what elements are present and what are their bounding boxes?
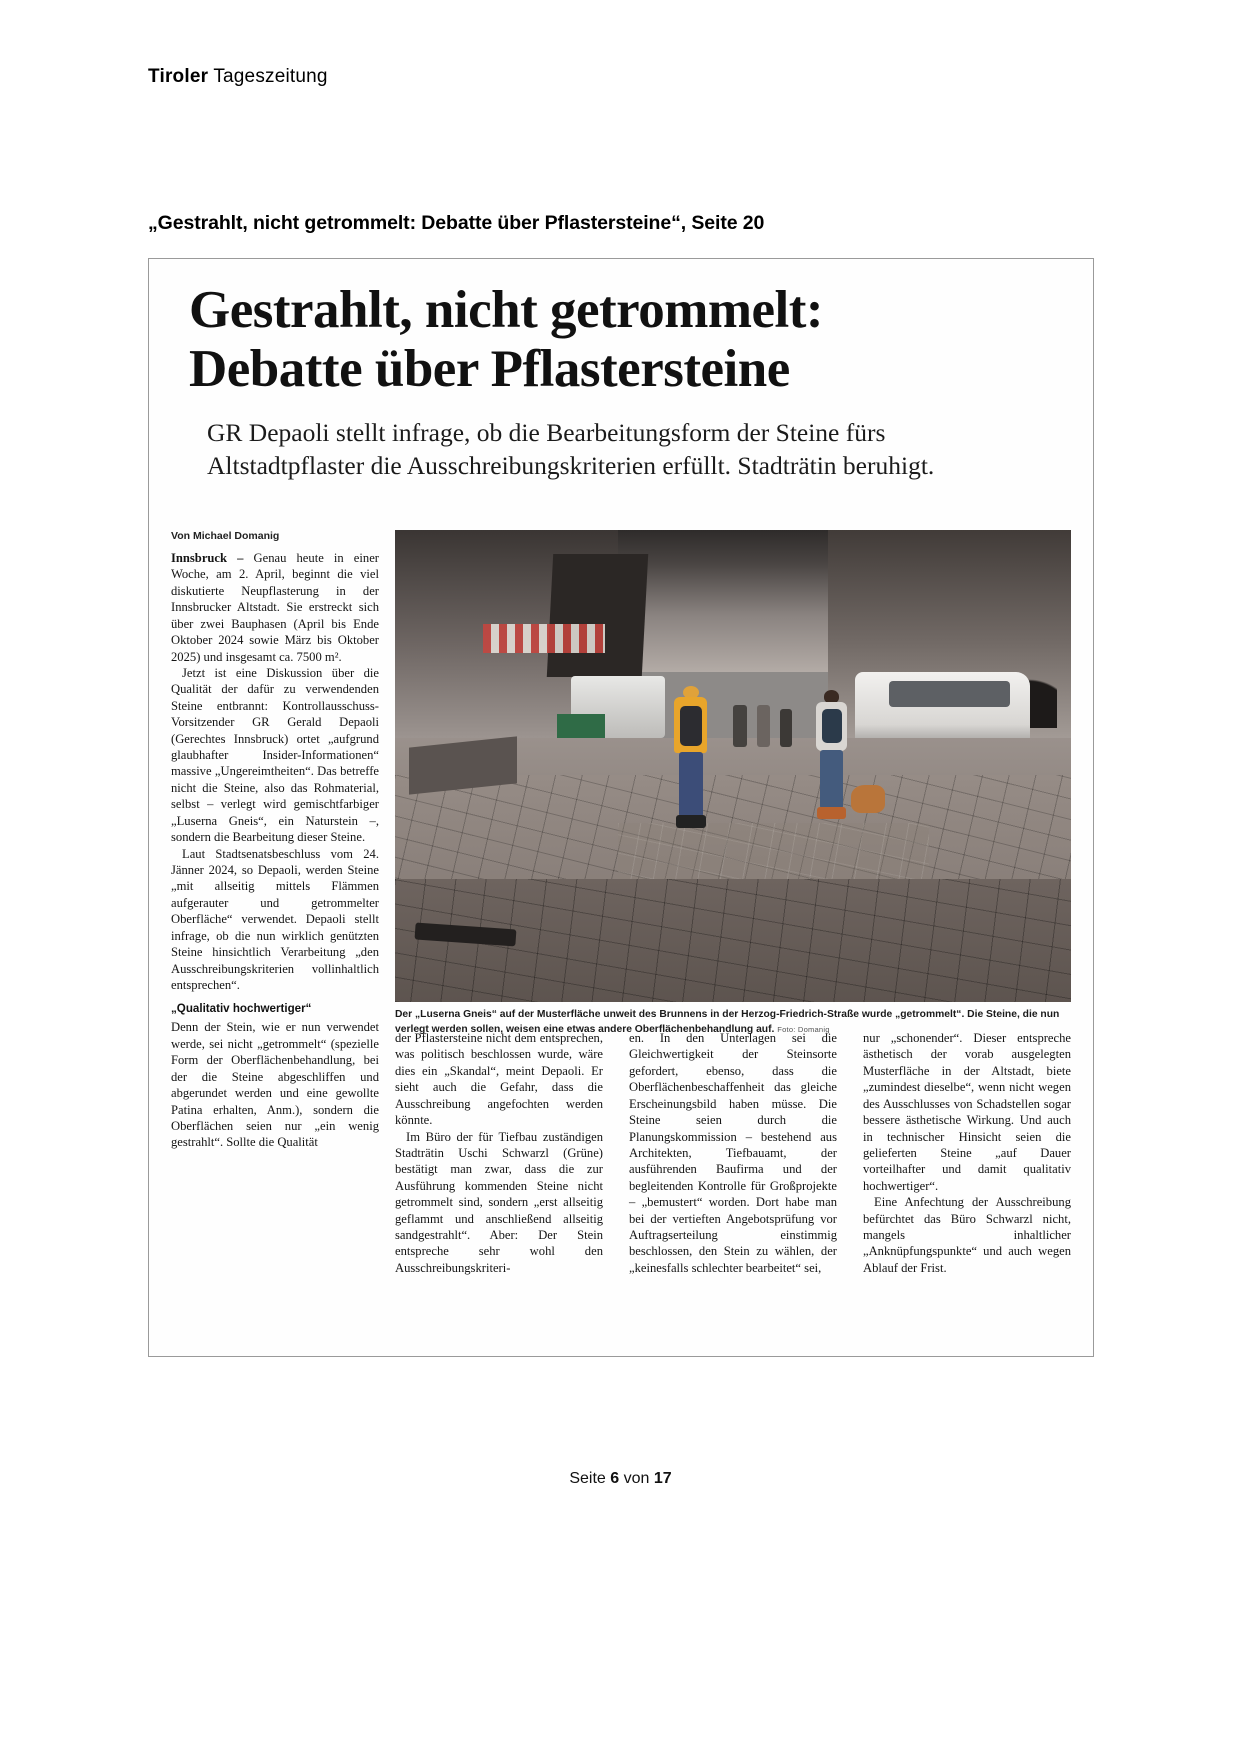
article-headline	[189, 281, 1071, 400]
photo-credit: Foto: Domanig	[777, 1024, 830, 1034]
paragraph-text: Genau heute in einer Woche, am 2. April, beginnt die viel diskutierte Neupflasterung in der Innsbrucker Altstadt. Sie erstreckt sich über zwei Bauphasen (April bis Ende Oktober 2024 sowie März bis Oktober 2025) und insgesamt ca. 7500 m².	[171, 551, 379, 664]
paragraph: nur „schonender“. Dieser entspreche ästhetisch der vorab ausgelegten Musterfläche in der Altstadt, biete „zumindest dieselbe“, wenn nicht wegen des Ausschlusses von Schadstellen sogar bessere ästhetische Wirkung. Und auch in technischer Hinsicht seien die gelieferten Steine „auf Dauer vorteilhafter und damit qualitativ hochwertiger“.	[863, 1031, 1071, 1193]
footer-total-pages: 17	[653, 1470, 672, 1487]
street-scene-image	[395, 530, 1071, 1002]
person-legs	[820, 750, 842, 809]
column-two	[395, 1030, 603, 1330]
person-shoes	[817, 807, 847, 819]
article-subhead: „Qualitativ hochwertiger“	[171, 1002, 312, 1016]
newspaper-clipping	[148, 258, 1094, 1357]
document-header	[148, 66, 328, 88]
brand-name-light: Tageszeitung	[213, 66, 328, 87]
pedestrian-yellow-jacket	[672, 686, 709, 832]
brand-name-bold: Tiroler	[148, 66, 209, 87]
umbrella	[547, 554, 648, 677]
paragraph: Im Büro der für Tiefbau zuständigen Stadträtin Uschi Schwarzl (Grüne) bestätigt man zwar, dass die zur Ausführung kommenden Steine nicht getrommelt sind, sondern „erst allseitig geflammt und anschließend allseitig sandgestrahlt“. Aber: Der Stein entspreche sehr wohl den Ausschreibungskriteri-	[395, 1129, 603, 1275]
paragraph: Denn der Stein, wie er nun verwendet werde, sei nicht „getrommelt“ (spezielle Form der Oberflächenbehandlung, bei der die Steine abgeschliffen und abgerundet werden und eine gewollte Patina erhalten, Anm.), sondern die Oberflächen seien nur „ein wenig gestrahlt“. Sollte die Qualität	[171, 1020, 379, 1150]
page-footer	[0, 1470, 1241, 1488]
dog	[851, 785, 885, 813]
column-one	[171, 530, 379, 1151]
person-shoes	[676, 815, 706, 828]
footer-current-page: 6	[610, 1470, 620, 1487]
paragraph	[171, 550, 379, 665]
lead-location: Innsbruck –	[171, 551, 254, 565]
paragraph: der Pflastersteine nicht dem entsprechen, was politisch beschlossen wurde, wäre dies ein „Skandal“, meint Depaoli. Er sieht auch die Gefahr, dass die Ausschreibung angefochten werden könnte.	[395, 1031, 603, 1128]
article-photo	[395, 530, 1071, 1002]
article-body-bottom	[395, 1030, 1071, 1330]
pedestrian-background	[757, 705, 771, 747]
column-three	[629, 1030, 837, 1330]
awning	[483, 624, 605, 652]
paragraph: Laut Stadtsenatsbeschluss vom 24. Jänner 2024, so Depaoli, werden Steine „mit allseitig mittels Flämmen aufgerauter und getrommelter Oberfläche“ verwendet. Depaoli stellt infrage, ob die nun wirklich genützten Steine hinsichtlich Verarbeitung „den Ausschreibungskriterien vollinhaltlich entsprechen“.	[171, 846, 379, 992]
person-backpack	[822, 709, 842, 743]
person-legs	[679, 752, 703, 818]
column-four	[863, 1030, 1071, 1330]
article-subheadline: GR Depaoli stellt infrage, ob die Bearbeitungsform der Steine fürs Altstadtpflaster die Ausschreibungskriterien erfüllt. Stadträtin beruhigt.	[207, 417, 935, 481]
page-title: „Gestrahlt, nicht getrommelt: Debatte über Pflastersteine“, Seite 20	[148, 212, 765, 234]
footer-middle: von	[619, 1470, 654, 1487]
article-byline: Von Michael Domanig	[171, 530, 280, 542]
paragraph: Eine Anfechtung der Ausschreibung befürchtet das Büro Schwarzl nicht, mangels inhaltlicher „Anknüpfungspunkte“ und auch wegen Ablauf der Frist.	[863, 1195, 1071, 1275]
article-headline-line-2: Debatte über Pflastersteine	[189, 340, 790, 399]
pedestrian-with-dog	[814, 690, 849, 822]
pedestrian-background	[780, 709, 792, 747]
person-backpack	[680, 706, 702, 746]
van-window	[889, 681, 1011, 707]
paragraph: Jetzt ist eine Diskussion über die Qualität der dafür zu verwendenden Steine entbrannt: Kontrollausschuss-Vorsitzender GR Gerald Depaoli (Gerechtes Innsbruck) ortet „aufgrund glaubhafter Insider-Informationen“ massive „Ungereimtheiten“. Das betreffe nicht die Steine, also das Rohmaterial, selbst – verlegt wird gemischtfarbiger „Luserna Gneis“, ein Naturstein –, sondern die Bearbeitung dieser Steine.	[171, 665, 379, 845]
paragraph: en. In den Unterlagen sei die Gleichwertigkeit der Steinsorte gefordert, ebenso, dass die Oberflächenbeschaffenheit das gleiche Erscheinungsbild haben müsse. Die Steine seien durch die Planungskommission – bestehend aus Architekten, Tiefbauamt, der ausführenden Baufirma und der begleitenden Kontrolle für Großprojekte – „bemustert“ worden. Dort habe man bei der vertieften Angebotsprüfung vor Auftragserteilung einstimmig beschlossen, den Stein zu wählen, der „keinesfalls schlechter bearbeitet“ sei,	[629, 1031, 837, 1275]
article-headline-line-1: Gestrahlt, nicht getrommelt:	[189, 281, 824, 339]
footer-prefix: Seite	[569, 1470, 611, 1487]
pedestrian-background	[733, 705, 747, 747]
photo-caption-text: Der „Luserna Gneis“ auf der Musterfläche unweit des Brunnens in der Herzog-Friedrich-Straße wurde „getrommelt“. Die Steine, die nun verlegt werden sollen, weisen eine etwas andere Oberflächenbehandlung auf.	[395, 1009, 1060, 1035]
